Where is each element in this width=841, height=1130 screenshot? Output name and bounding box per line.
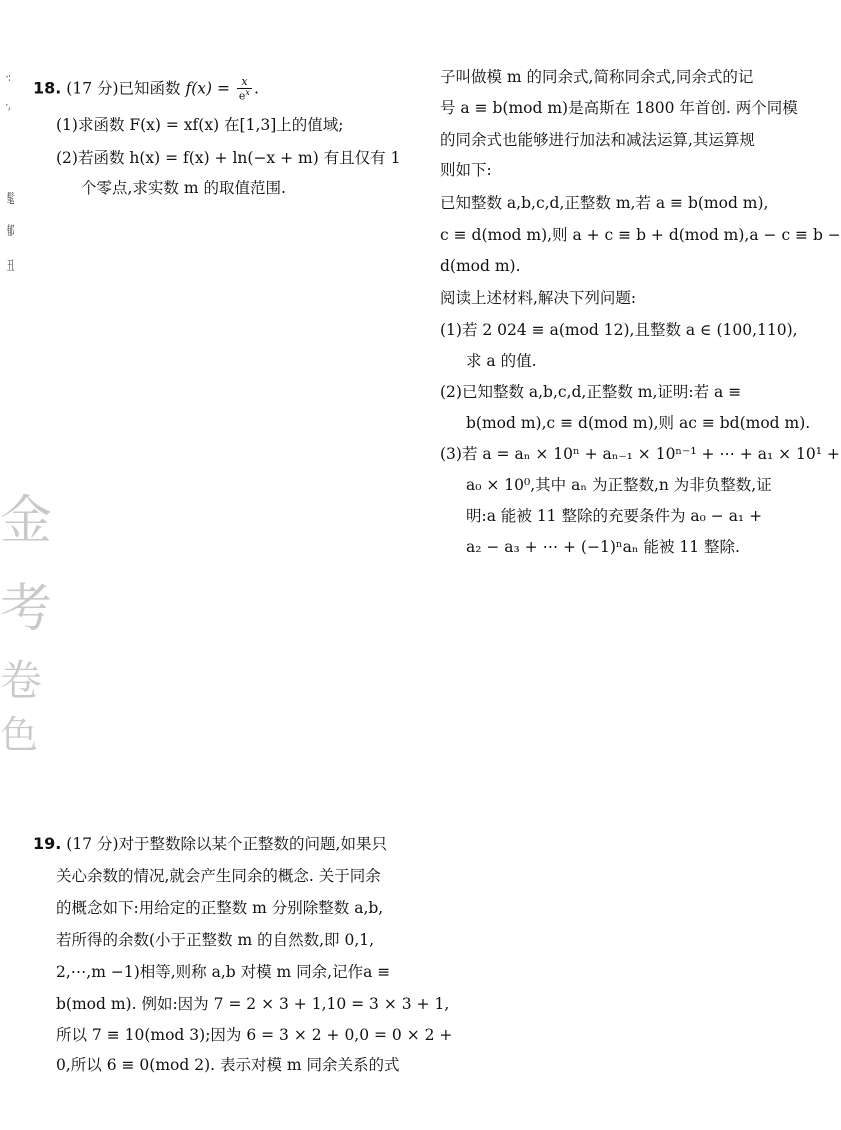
subquestion-1: (1)若 2 024 ≡ a(mod 12),且整数 a ∈ (100,110), [440,321,798,339]
question-19-line: 关心余数的情况,就会产生同余的概念. 关于同余 [56,867,381,885]
margin-marks [0,0,30,1130]
question-19-line: 19. (17 分)对于整数除以某个正整数的问题,如果只 [33,834,387,853]
period: . [253,79,259,98]
question-19-line: b(mod m). 例如:因为 7 = 2 × 3 + 1,10 = 3 × 3 + 1, [56,995,450,1013]
subquestion-3-cont: a₀ × 10⁰,其中 aₙ 为正整数,n 为非负整数,证 [466,476,772,494]
subquestion-3-cont: 明:a 能被 11 整除的充要条件为 a₀ − a₁ + [466,507,763,525]
subquestion-3-cont: a₂ − a₃ + ⋯ + (−1)ⁿaₙ 能被 11 整除. [466,538,740,556]
watermark-char: 色 [0,713,39,757]
margin-mark: 髦 [6,192,15,207]
right-column-line: 已知整数 a,b,c,d,正整数 m,若 a ≡ b(mod m), [440,194,769,212]
function-label: f(x) = [185,79,230,98]
fraction-numerator: x [237,76,252,89]
right-column-line: 则如下: [440,161,492,179]
right-column-line: 子叫做模 m 的同余式,简称同余式,同余式的记 [440,68,754,86]
right-column-line: 阅读上述材料,解决下列问题: [440,289,637,307]
margin-mark: ·, [5,98,11,113]
question-19-line: 2,⋯,m −1)相等,则称 a,b 对模 m 同余,记作a ≡ [56,963,391,981]
question-19-line: 若所得的余数(小于正整数 m 的自然数,即 0,1, [56,931,375,949]
question-19-line: 0,所以 6 ≡ 0(mod 2). 表示对模 m 同余关系的式 [56,1056,400,1074]
margin-mark: 丑 [6,259,15,274]
question-number: 19. [33,834,62,853]
question-18-stem [33,76,259,103]
right-column-line: 号 a ≡ b(mod m)是高斯在 1800 年首创. 两个同模 [440,99,798,117]
watermark-char: 金 [0,491,53,551]
question-18-part-1: (1)求函数 F(x) = xf(x) 在[1,3]上的值域; [56,116,344,134]
subquestion-3: (3)若 a = aₙ × 10ⁿ + aₙ₋₁ × 10ⁿ⁻¹ + ⋯ + a₁ × 10¹ + [440,445,840,463]
right-column-line: d(mod m). [440,257,521,275]
question-18-intro: (17 分)已知函数 [66,79,181,98]
watermark-char: 考 [0,579,53,639]
margin-mark: 郁 [6,224,15,239]
question-18-part-2-cont: 个零点,求实数 m 的取值范围. [81,179,286,197]
subquestion-1-cont: 求 a 的值. [466,352,537,370]
question-19-line: 所以 7 ≡ 10(mod 3);因为 6 = 3 × 2 + 0,0 = 0 × 2 + [56,1026,453,1044]
right-column-line: 的同余式也能够进行加法和减法运算,其运算规 [440,131,755,149]
fraction [237,76,252,103]
question-number: 18. [33,78,62,98]
subquestion-2-cont: b(mod m),c ≡ d(mod m),则 ac ≡ bd(mod m). [466,414,811,432]
question-18-part-2: (2)若函数 h(x) = f(x) + ln(−x + m) 有且仅有 1 [56,149,401,167]
right-column-line: c ≡ d(mod m),则 a + c ≡ b + d(mod m),a − c ≡ b − [440,226,841,244]
fraction-denominator: $e^x$ [238,88,250,103]
margin-mark: ·: [5,70,11,85]
subquestion-2: (2)已知整数 a,b,c,d,正整数 m,证明:若 a ≡ [440,383,742,401]
watermark-char: 卷 [0,656,43,705]
question-19-line: 的概念如下:用给定的正整数 m 分别除整数 a,b, [56,899,384,917]
